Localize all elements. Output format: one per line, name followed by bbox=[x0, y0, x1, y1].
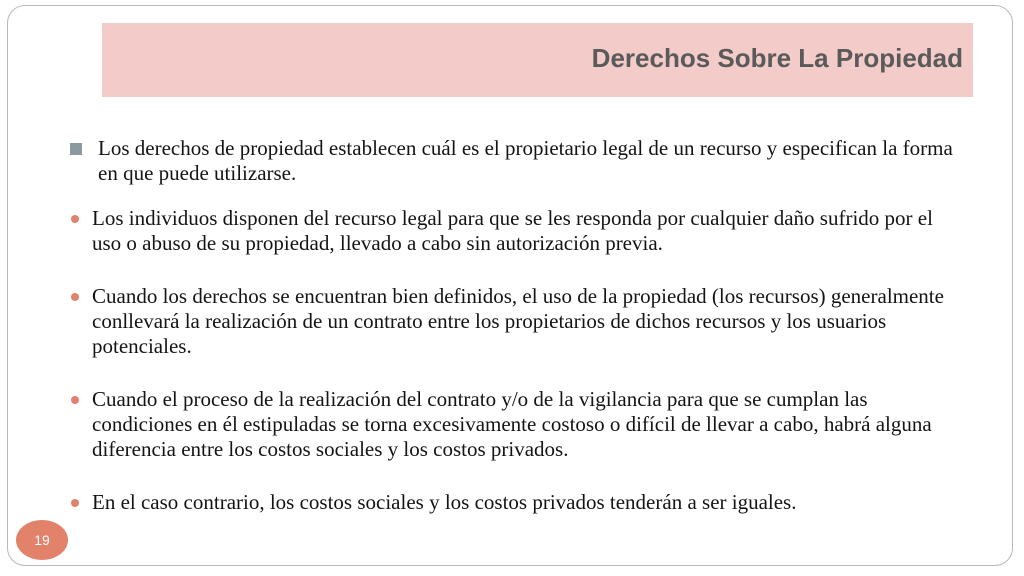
bullet-dot-icon bbox=[71, 499, 79, 507]
bullet-item bbox=[70, 284, 960, 359]
bullet-item bbox=[70, 387, 960, 462]
square-bullet-icon bbox=[70, 143, 82, 155]
bullet-dot-icon bbox=[71, 293, 79, 301]
bullet-text: Cuando el proceso de la realización del contrato y/o de la vigilancia para que se cumplan las condiciones en él estipuladas se torna excesivamente costoso o difícil de llevar a cabo, habrá alguna diferencia entre los costos sociales y los costos privados. bbox=[92, 387, 932, 461]
bullet-text: En el caso contrario, los costos sociales y los costos privados tenderán a ser iguales. bbox=[92, 490, 797, 514]
bullet-text: Los individuos disponen del recurso legal para que se les responda por cualquier daño sufrido por el uso o abuso de su propiedad, llevado a cabo sin autorización previa. bbox=[92, 206, 933, 255]
intro-text: Los derechos de propiedad establecen cuál es el propietario legal de un recurso y especifican la forma en que puede utilizarse. bbox=[98, 136, 953, 185]
bullet-item bbox=[70, 490, 960, 515]
bullet-text: Cuando los derechos se encuentran bien definidos, el uso de la propiedad (los recursos) generalmente conllevará la realización de un contrato entre los propietarios de dichos recursos y los usuarios potenciales. bbox=[92, 284, 944, 358]
bullet-dot-icon bbox=[71, 396, 79, 404]
title-band bbox=[102, 23, 973, 97]
bullet-dot-icon bbox=[71, 215, 79, 223]
slide-title: Derechos Sobre La Propiedad bbox=[591, 43, 963, 73]
bullet-item bbox=[70, 206, 960, 256]
intro-paragraph bbox=[70, 136, 960, 186]
page-number-badge: 19 bbox=[16, 520, 68, 560]
slide-content bbox=[70, 136, 960, 515]
